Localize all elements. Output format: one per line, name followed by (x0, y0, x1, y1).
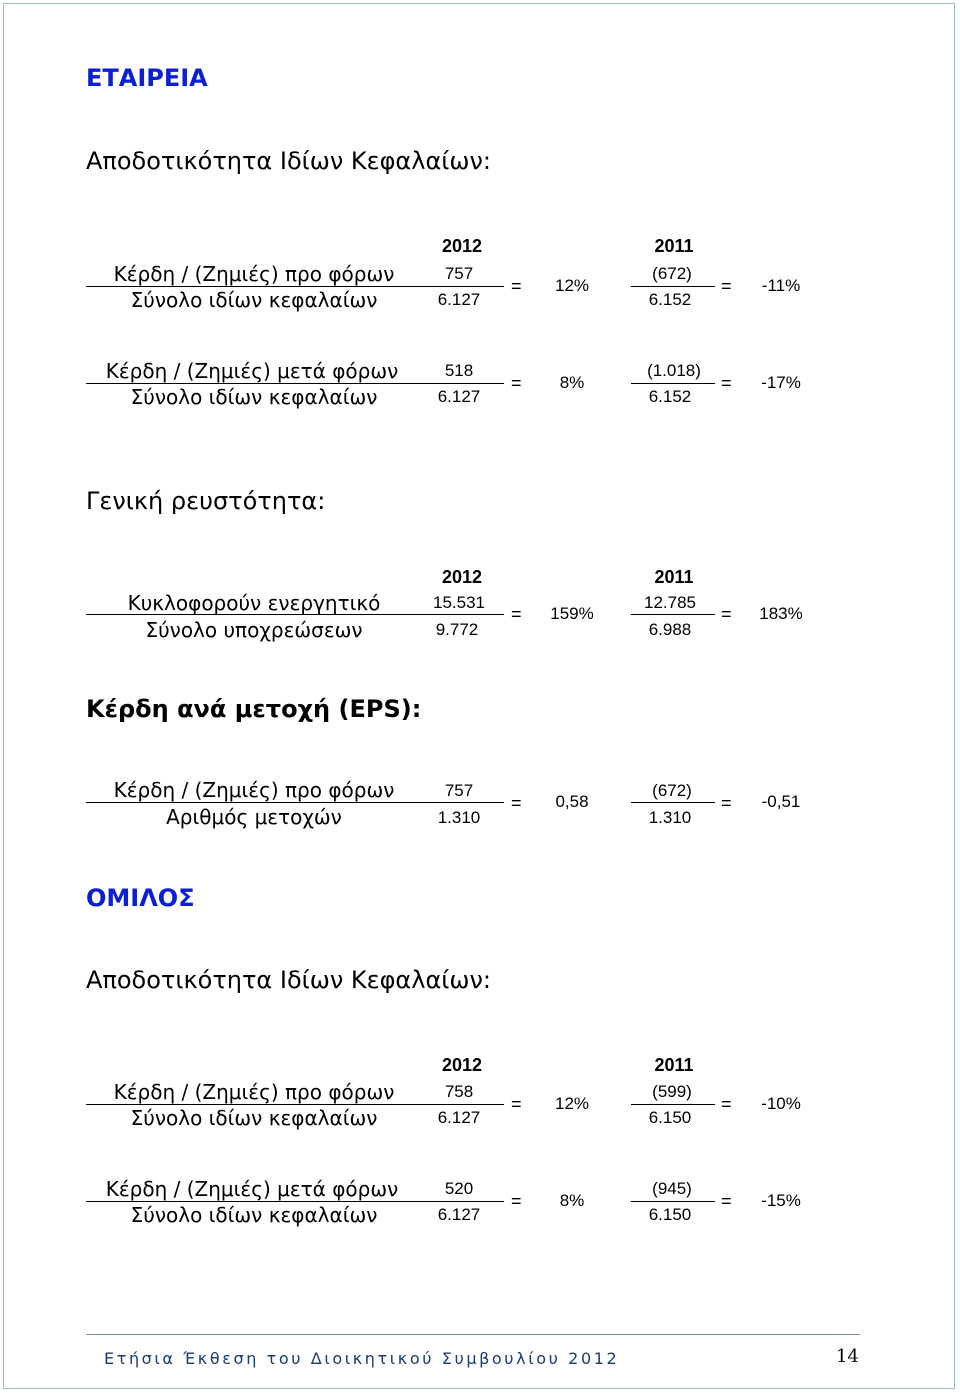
equals-sign: = (721, 1191, 732, 1211)
y2012-result: 0,58 (555, 792, 589, 811)
equals-sign: = (511, 793, 522, 813)
fraction-rule (631, 1104, 715, 1105)
footer-rule (86, 1334, 860, 1335)
y2012-numerator: 757 (444, 781, 474, 800)
equals-sign: = (721, 604, 732, 624)
y2011-denominator: 1.310 (648, 808, 692, 827)
y2012-numerator: 758 (444, 1082, 474, 1101)
group-roe-heading: Αποδοτικότητα Ιδίων Κεφαλαίων: (86, 966, 491, 994)
y2011-numerator: (599) (652, 1082, 692, 1101)
year-2011-label: 2011 (654, 236, 694, 256)
denominator-label: Σύνολο ιδίων κεφαλαίων (130, 1203, 378, 1227)
y2012-denominator: 9.772 (435, 620, 479, 639)
y2012-result: 8% (559, 373, 585, 392)
denominator-label: Σύνολο ιδίων κεφαλαίων (130, 1106, 378, 1130)
y2011-denominator: 6.152 (648, 387, 692, 406)
y2012-result: 8% (559, 1191, 585, 1210)
y2011-result: -15% (761, 1191, 801, 1210)
numerator-label: Κέρδη / (Ζημιές) μετά φόρων (105, 1177, 399, 1201)
y2011-numerator: (672) (652, 781, 692, 800)
y2012-numerator: 757 (444, 264, 474, 283)
year-2012-label: 2012 (441, 236, 483, 256)
y2012-result: 159% (550, 604, 594, 623)
company-roe-heading: Αποδοτικότητα Ιδίων Κεφαλαίων: (86, 147, 491, 175)
fraction-rule (86, 614, 504, 615)
denominator-label: Αριθμός μετοχών (166, 805, 342, 829)
equals-sign: = (511, 1191, 522, 1211)
fraction-rule (86, 286, 504, 287)
numerator-label: Κέρδη / (Ζημιές) μετά φόρων (105, 359, 399, 383)
equals-sign: = (511, 604, 522, 624)
fraction-rule (86, 1201, 504, 1202)
fraction-rule (631, 614, 715, 615)
fraction-rule (86, 1104, 504, 1105)
year-2012-label: 2012 (441, 567, 483, 587)
y2012-denominator: 1.310 (437, 808, 481, 827)
y2012-numerator: 520 (444, 1179, 474, 1198)
page-number: 14 (836, 1346, 859, 1367)
year-2011-label: 2011 (654, 1055, 694, 1075)
y2012-denominator: 6.127 (437, 387, 481, 406)
y2012-numerator: 15.531 (433, 593, 485, 612)
equals-sign: = (511, 276, 522, 296)
y2011-result: -0,51 (761, 792, 801, 811)
y2011-result: -10% (761, 1094, 801, 1113)
denominator-label: Σύνολο ιδίων κεφαλαίων (130, 385, 378, 409)
eps-heading: Κέρδη ανά μετοχή (EPS): (86, 695, 422, 723)
equals-sign: = (721, 793, 732, 813)
year-2011-label: 2011 (654, 567, 694, 587)
y2011-numerator: 12.785 (644, 593, 696, 612)
year-2012-label: 2012 (441, 1055, 483, 1075)
y2011-result: 183% (759, 604, 803, 623)
fraction-rule (631, 1201, 715, 1202)
equals-sign: = (721, 276, 732, 296)
liquidity-heading: Γενική ρευστότητα: (86, 487, 326, 515)
y2012-result: 12% (554, 1094, 590, 1113)
y2011-numerator: (945) (652, 1179, 692, 1198)
equals-sign: = (721, 1094, 732, 1114)
y2011-denominator: 6.150 (648, 1108, 692, 1127)
y2012-denominator: 6.127 (437, 290, 481, 309)
fraction-rule (631, 383, 715, 384)
equals-sign: = (511, 373, 522, 393)
equals-sign: = (721, 373, 732, 393)
y2012-result: 12% (554, 276, 590, 295)
fraction-rule (631, 802, 715, 803)
y2012-denominator: 6.127 (437, 1205, 481, 1224)
denominator-label: Σύνολο ιδίων κεφαλαίων (130, 288, 378, 312)
numerator-label: Κέρδη / (Ζημιές) προ φόρων (113, 1080, 395, 1104)
y2012-numerator: 518 (444, 361, 474, 380)
fraction-rule (86, 802, 504, 803)
y2011-numerator: (1.018) (647, 361, 701, 380)
y2012-denominator: 6.127 (437, 1108, 481, 1127)
company-section-title: ΕΤΑΙΡΕΙΑ (86, 64, 208, 92)
y2011-denominator: 6.152 (648, 290, 692, 309)
footer-text: Ετήσια Έκθεση του Διοικητικού Συμβουλίου 2012 (104, 1349, 620, 1368)
numerator-label: Κυκλοφορούν ενεργητικό (127, 591, 381, 615)
y2011-denominator: 6.150 (648, 1205, 692, 1224)
fraction-rule (631, 286, 715, 287)
group-section-title: ΟΜΙΛΟΣ (86, 884, 195, 912)
y2011-result: -11% (761, 276, 801, 295)
y2011-numerator: (672) (652, 264, 692, 283)
denominator-label: Σύνολο υποχρεώσεων (145, 618, 363, 642)
numerator-label: Κέρδη / (Ζημιές) προ φόρων (113, 262, 395, 286)
y2011-result: -17% (761, 373, 801, 392)
fraction-rule (86, 383, 504, 384)
equals-sign: = (511, 1094, 522, 1114)
numerator-label: Κέρδη / (Ζημιές) προ φόρων (113, 778, 395, 802)
y2011-denominator: 6.988 (648, 620, 692, 639)
